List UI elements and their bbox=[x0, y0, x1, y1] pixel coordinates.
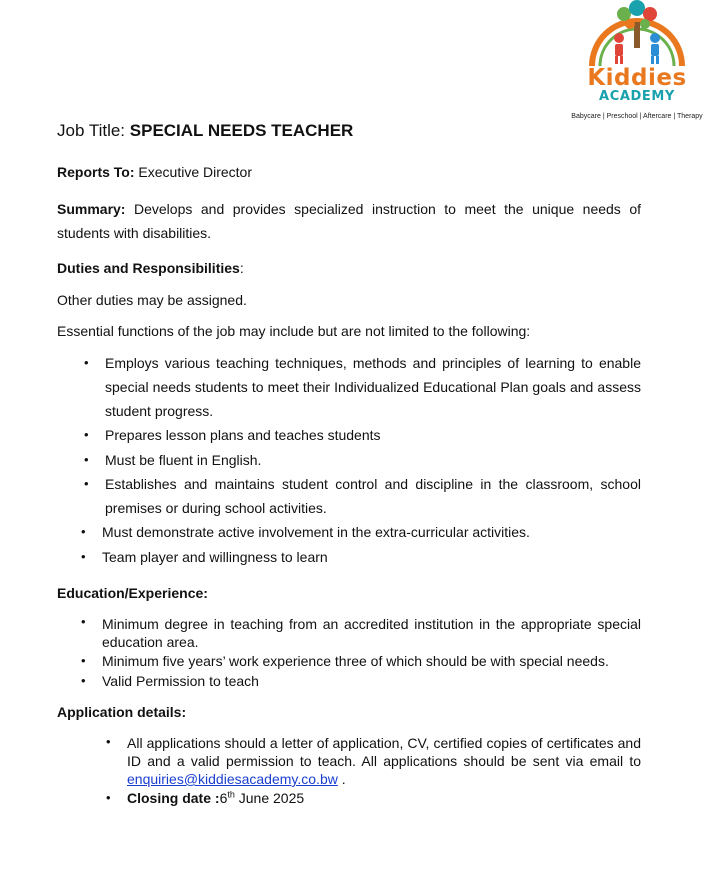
kiddies-academy-logo bbox=[562, 0, 712, 124]
closing-date-label: Closing date : bbox=[127, 790, 220, 806]
education-heading bbox=[57, 581, 208, 605]
job-title bbox=[57, 120, 353, 142]
bullet: • bbox=[81, 673, 86, 688]
logo-subtitle: ACADEMY bbox=[599, 89, 675, 104]
closing-date-day: 6 bbox=[219, 790, 228, 806]
list-item: Employs various teaching techniques, methods and principles of learning to enable special needs students to meet their Individualized Educational Plan goals and assess student progress. bbox=[105, 355, 641, 419]
reports-to bbox=[57, 160, 252, 184]
bullet: • bbox=[81, 653, 86, 668]
closing-date bbox=[127, 789, 304, 807]
summary-text: Develops and provides specialized instruction to meet the unique needs of students with disabilities. bbox=[57, 201, 641, 241]
list-item: Minimum degree in teaching from an accredited institution in the appropriate special education area. bbox=[102, 616, 641, 650]
bullet: • bbox=[81, 524, 86, 539]
list-item: Establishes and maintains student control and discipline in the classroom, school premises or during school activities. bbox=[105, 476, 641, 516]
list-item: Valid Permission to teach bbox=[102, 673, 259, 689]
essential-functions-intro: Essential functions of the job may include but are not limited to the following: bbox=[57, 323, 531, 339]
list-item: Must demonstrate active involvement in the extra-curricular activities. bbox=[102, 524, 530, 540]
list-item: Team player and willingness to learn bbox=[102, 549, 328, 565]
list-item: Minimum five years’ work experience three of which should be with special needs. bbox=[102, 653, 609, 669]
logo-tagline: Babycare | Preschool | Aftercare | Therapy bbox=[571, 113, 703, 120]
education-heading-text: Education/Experience: bbox=[57, 585, 208, 601]
logo-wordmark: Kiddies bbox=[587, 65, 687, 91]
reports-to-label: Reports To: bbox=[57, 164, 135, 180]
bullet: • bbox=[84, 427, 89, 442]
list-item bbox=[127, 734, 641, 788]
list-item: Prepares lesson plans and teaches students bbox=[105, 427, 381, 443]
list-item: Must be fluent in English. bbox=[105, 452, 262, 468]
bullet: • bbox=[81, 549, 86, 564]
other-duties-text: Other duties may be assigned. bbox=[57, 292, 247, 308]
job-title-value: SPECIAL NEEDS TEACHER bbox=[129, 121, 354, 140]
application-end: . bbox=[337, 771, 346, 787]
email-link[interactable]: enquiries@kiddiesacademy.co.bw bbox=[127, 771, 338, 787]
summary-label: Summary: bbox=[57, 201, 126, 217]
bullet: • bbox=[84, 452, 89, 467]
reports-to-value: Executive Director bbox=[134, 164, 252, 180]
application-heading-text: Application details: bbox=[57, 704, 187, 720]
closing-date-suffix: th bbox=[227, 789, 235, 800]
duties-heading-text: Duties and Responsibilities bbox=[57, 260, 240, 276]
summary bbox=[57, 197, 641, 245]
bullet: • bbox=[106, 790, 111, 805]
bullet: • bbox=[81, 614, 86, 629]
duties-heading bbox=[57, 256, 244, 280]
job-title-label: Job Title: bbox=[57, 121, 130, 140]
bullet: • bbox=[106, 734, 111, 749]
bullet: • bbox=[84, 476, 89, 491]
closing-date-rest: June 2025 bbox=[234, 790, 305, 806]
application-heading bbox=[57, 700, 186, 724]
application-instructions: All applications should a letter of application, CV, certified copies of certificates and ID and a valid permission to teach. All applications should be sent via email to bbox=[127, 735, 641, 769]
duties-heading-colon: : bbox=[239, 260, 244, 276]
bullet: • bbox=[84, 355, 89, 370]
tree-children-icon bbox=[562, 0, 712, 70]
